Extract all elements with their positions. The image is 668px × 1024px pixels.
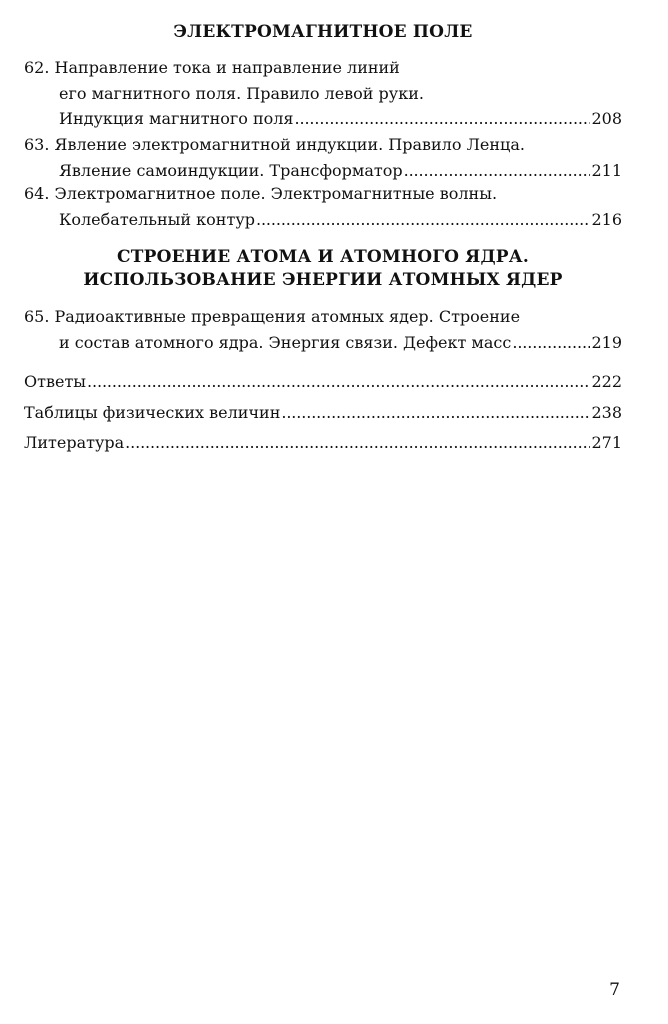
entry-line: 62. Направление тока и направление линий xyxy=(24,58,400,77)
entry-text: Колебательный контур xyxy=(59,209,255,229)
entry-text: Таблицы физических величин xyxy=(24,403,281,422)
section-title-line: ИСПОЛЬЗОВАНИЕ ЭНЕРГИИ АТОМНЫХ ЯДЕР xyxy=(83,270,563,290)
entry-line-with-page xyxy=(24,330,622,356)
toc-entry-62[interactable] xyxy=(24,55,622,132)
entry-text: Явление самоиндукции. Трансформатор xyxy=(59,160,403,180)
section-title-electromagnetic: ЭЛЕКТРОМАГНИТНОЕ ПОЛЕ xyxy=(173,22,473,42)
section-title-line: СТРОЕНИЕ АТОМА И АТОМНОГО ЯДРА. xyxy=(117,247,529,267)
entry-text: Ответы xyxy=(24,372,87,391)
toc-entry-tables[interactable] xyxy=(24,400,622,426)
entry-line: 64. Электромагнитное поле. Электромагнитные волны. xyxy=(24,184,498,203)
leader-dots xyxy=(87,369,590,395)
leader-dots xyxy=(512,330,590,356)
page-ref: 238 xyxy=(591,403,622,422)
entry-text: Литература xyxy=(24,433,125,452)
entry-line-with-page xyxy=(24,207,622,233)
page-ref: 271 xyxy=(591,433,622,452)
leader-dots xyxy=(256,207,590,233)
page-ref: 219 xyxy=(591,332,622,352)
entry-line-with-page xyxy=(24,430,622,456)
entry-text: и состав атомного ядра. Энергия связи. Дефект масс xyxy=(59,332,512,352)
entry-line-with-page xyxy=(24,400,622,426)
page-ref: 216 xyxy=(591,209,622,229)
entry-line-with-page xyxy=(24,369,622,395)
entry-text: Индукция магнитного поля xyxy=(59,109,294,128)
page-number: 7 xyxy=(609,980,620,1000)
page-ref: 211 xyxy=(591,160,622,180)
page-ref: 208 xyxy=(591,109,622,128)
leader-dots xyxy=(281,400,590,426)
entry-line: 65. Радиоактивные превращения атомных ядер. Строение xyxy=(24,307,521,326)
toc-entry-64[interactable] xyxy=(24,181,622,232)
toc-entry-65[interactable] xyxy=(24,304,622,355)
toc-entry-literature[interactable] xyxy=(24,430,622,456)
entry-line-with-page xyxy=(24,158,622,184)
toc-entry-answers[interactable] xyxy=(24,369,622,395)
leader-dots xyxy=(125,430,590,456)
entry-line: 63. Явление электромагнитной индукции. Правило Ленца. xyxy=(24,135,525,154)
section-title-atom xyxy=(24,246,622,292)
entry-line: его магнитного поля. Правило левой руки. xyxy=(59,83,424,103)
entry-line-with-page xyxy=(24,106,622,132)
toc-entry-63[interactable] xyxy=(24,132,622,183)
leader-dots xyxy=(295,106,591,132)
leader-dots xyxy=(404,158,591,184)
page-ref: 222 xyxy=(591,372,622,391)
